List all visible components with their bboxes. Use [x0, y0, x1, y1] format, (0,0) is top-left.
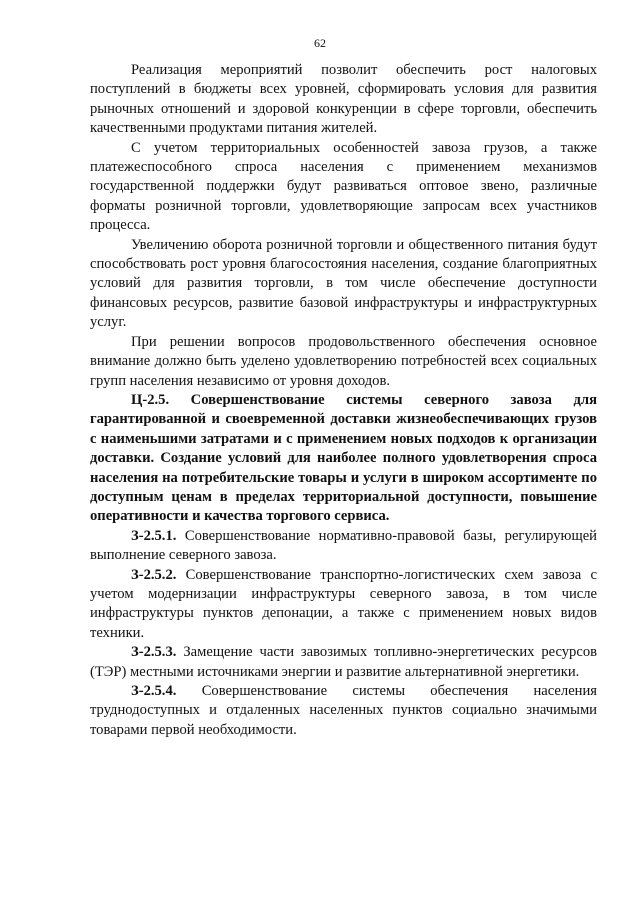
task-code: З-2.5.3. [131, 644, 177, 661]
document-body [90, 61, 597, 740]
task-z-2-5-4 [90, 682, 597, 740]
paragraph-text: Реализация мероприятий позволит обеспечить рост налоговых поступлений в бюджеты всех уровней, сформировать условия для развития рыночных отношений и здоровой конкуренции в сфере торговли, обеспечить качественными продуктами питания жителей. [90, 62, 597, 137]
paragraph-cargo-delivery [90, 139, 597, 236]
task-text: Замещение части завозимых топливно-энергетических ресурсов (ТЭР) местными источниками энергии и развитие альтернативной энергетики. [90, 644, 598, 680]
paragraph-tax-revenue [90, 61, 597, 139]
task-code: З-2.5.1. [131, 527, 177, 544]
goal-code: Ц-2.5. [131, 391, 170, 408]
paragraph-text: Увеличению оборота розничной торговли и общественного питания будут способствовать рост уровня благосостояния населения, создание благоприятных условий для развития торговли, в том числе обеспечение доступности финансовых ресурсов, развитие базовой инфраструктуры и инфраструктурных услуг. [90, 236, 597, 331]
paragraph-text: При решении вопросов продовольственного обеспечения основное внимание должно быть уделено удовлетворению потребностей всех социальных групп населения независимо от уровня доходов. [90, 333, 597, 389]
task-z-2-5-1 [90, 527, 597, 566]
goal-text: Совершенствование системы северного завоза для гарантированной и своевременной доставки жизнеобеспечивающих грузов с наименьшими затратами и с применением новых подходов к организации доставки. Создание условий для наиболее полного удовлетворения спроса населения на потребительские товары и услуги в широком ассортименте по доступным ценам в пределах территориальной доступности, повышение оперативности и качества торгового сервиса. [90, 391, 597, 525]
task-text: Совершенствование нормативно-правовой базы, регулирующей выполнение северного завоза. [90, 527, 597, 564]
task-z-2-5-3 [90, 643, 597, 682]
task-z-2-5-2 [90, 566, 597, 644]
goal-c-2-5 [90, 391, 597, 527]
task-code: З-2.5.4. [131, 683, 177, 699]
task-text: Совершенствование транспортно-логистических схем завоза с учетом модернизации инфраструктуры северного завоза, в том числе инфраструктуры пунктов депонации, а также с применением новых видов техники. [90, 566, 597, 641]
task-text: Совершенствование системы обеспечения населения труднодоступных и отдаленных населенных пунктов социально значимыми товарами первой необходимости. [90, 683, 598, 738]
page-number: 62 [314, 36, 326, 50]
task-code: З-2.5.2. [131, 566, 177, 583]
paragraph-retail-turnover [90, 236, 597, 333]
paragraph-food-supply [90, 333, 597, 391]
paragraph-text: С учетом территориальных особенностей завоза грузов, а также платежеспособного спроса населения с применением механизмов государственной поддержки будут развиваться оптовое звено, различные форматы розничной торговли, удовлетворяющие запросам всех участников процесса. [90, 139, 597, 234]
